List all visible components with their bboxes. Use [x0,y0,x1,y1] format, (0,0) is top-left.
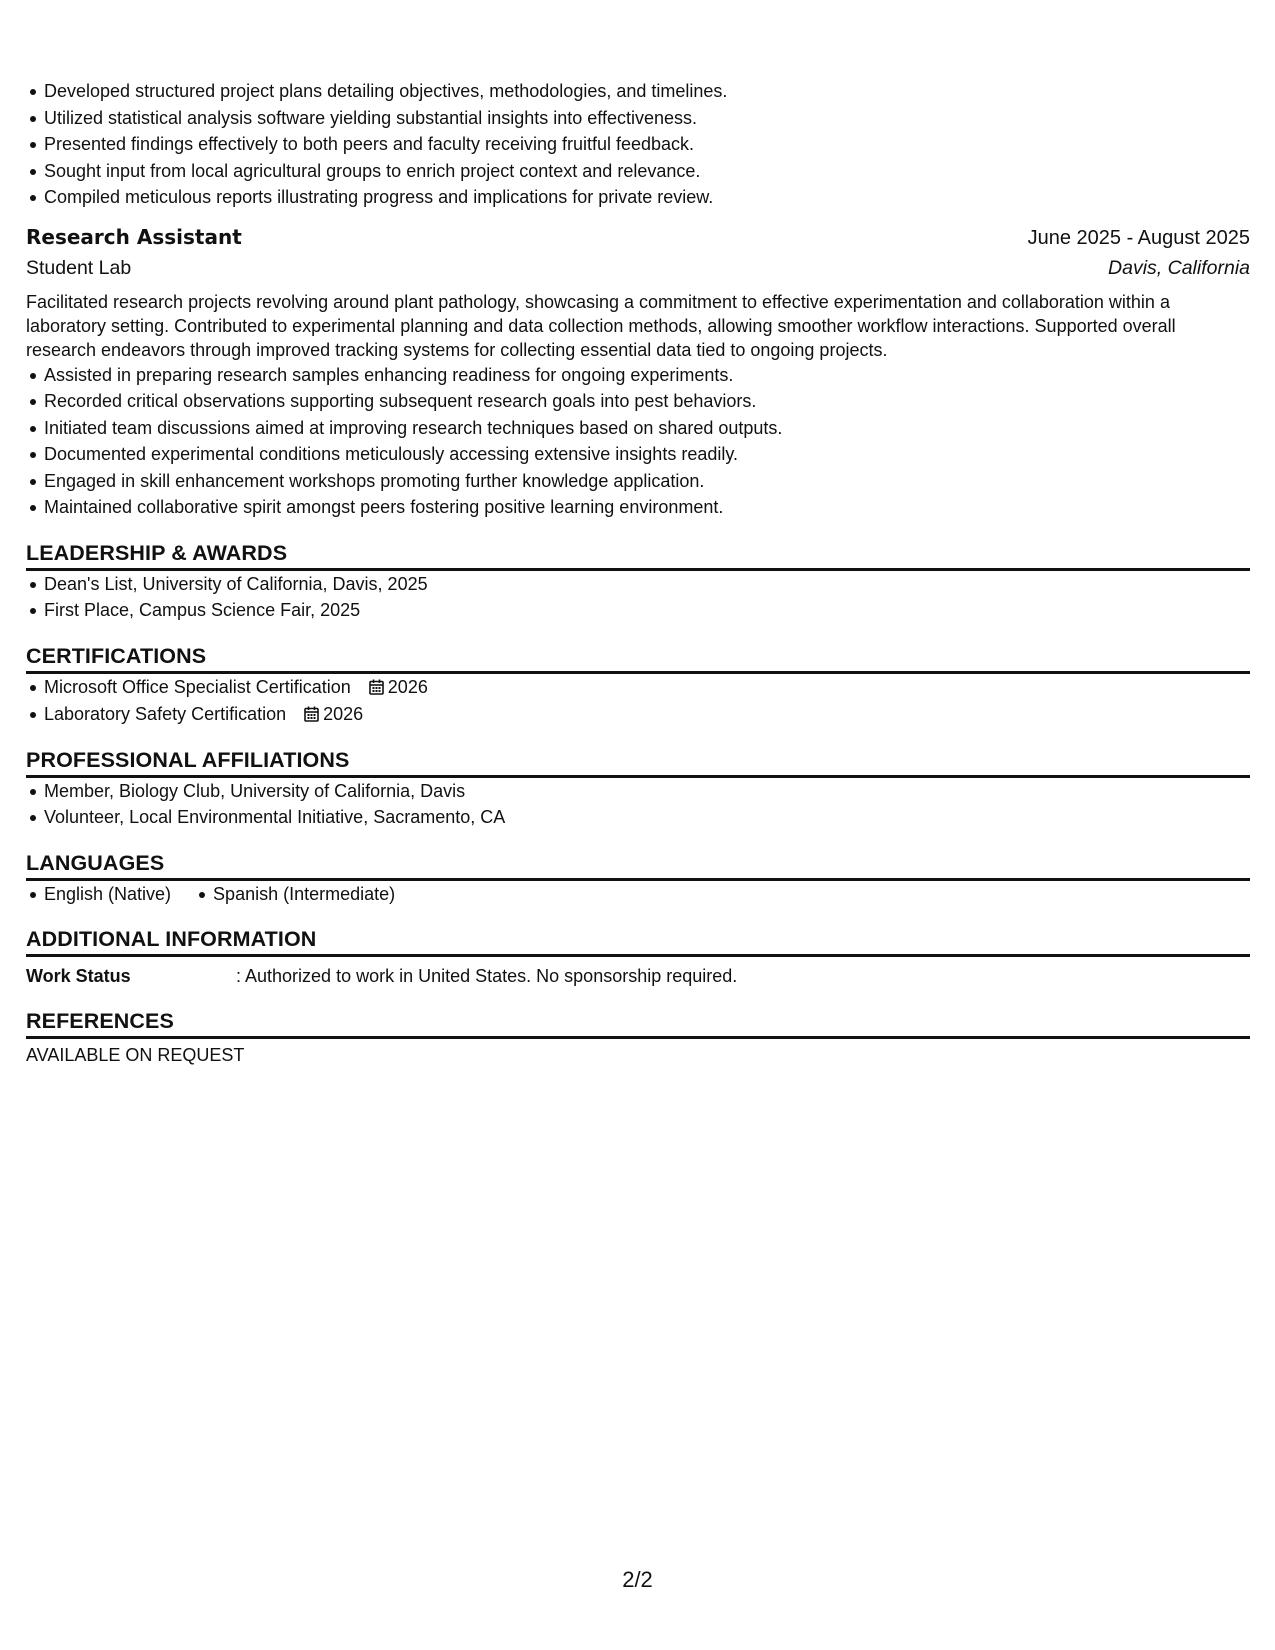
list-item: Recorded critical observations supporting subsequent research goals into pest behaviors. [26,388,1250,415]
work-status-value: : Authorized to work in United States. No sponsorship required. [236,966,738,986]
list-item: Initiated team discussions aimed at improving research techniques based on shared outputs. [26,415,1250,442]
list-item: Engaged in skill enhancement workshops promoting further knowledge application. [26,468,1250,495]
list-item: English (Native) [26,881,171,908]
section-title-leadership: LEADERSHIP & AWARDS [26,541,1250,571]
affiliations-list [26,778,1250,831]
job-title: Research Assistant [26,224,242,249]
certification-year: 2026 [323,703,364,724]
list-item [26,701,1250,728]
references-text: AVAILABLE ON REQUEST [26,1045,245,1065]
job-bullet-list [26,362,1250,521]
job-description: Facilitated research projects revolving around plant pathology, showcasing a commitment to effective experimentation and collaboration within a laboratory setting. Contributed to experimental planning and data collection methods, allowing smoother workflow interactions. Supported overall research endeavors through improved tracking systems for collecting essential data tied to ongoing projects. [26,291,1176,360]
job-subheader [26,257,1250,280]
section-title-affiliations: PROFESSIONAL AFFILIATIONS [26,748,1250,778]
list-item: Maintained collaborative spirit amongst peers fostering positive learning environment. [26,494,1250,521]
list-item: Member, Biology Club, University of California, Davis [26,778,1250,805]
list-item: Documented experimental conditions meticulously accessing extensive insights readily. [26,441,1250,468]
list-item: Compiled meticulous reports illustrating progress and implications for private review. [26,184,1250,211]
list-item: Developed structured project plans detailing objectives, methodologies, and timelines. [26,78,1250,105]
list-item: Utilized statistical analysis software yielding substantial insights into effectiveness. [26,105,1250,132]
certification-name: Laboratory Safety Certification [44,703,287,724]
job-dates: June 2025 - August 2025 [1027,226,1250,249]
list-item: Volunteer, Local Environmental Initiative, Sacramento, CA [26,804,1250,831]
section-title-languages: LANGUAGES [26,851,1250,881]
job-header [26,225,1250,250]
section-title-references: REFERENCES [26,1009,1250,1039]
list-item: Spanish (Intermediate) [195,881,395,908]
calendar-icon [369,679,384,695]
section-title-certifications: CERTIFICATIONS [26,644,1250,674]
section-title-additional: ADDITIONAL INFORMATION [26,927,1250,957]
list-item [26,674,1250,701]
list-item: First Place, Campus Science Fair, 2025 [26,597,1250,624]
work-status-label: Work Status [26,966,131,986]
resume-page [26,78,1250,1066]
certification-year: 2026 [387,676,428,697]
project-bullet-list [26,78,1250,211]
leadership-list [26,571,1250,624]
certifications-list [26,674,1250,728]
calendar-icon [304,706,319,722]
certification-name: Microsoft Office Specialist Certification [44,676,351,697]
list-item: Assisted in preparing research samples enhancing readiness for ongoing experiments. [26,362,1250,389]
languages-list [26,881,1250,908]
list-item: Dean's List, University of California, Davis, 2025 [26,571,1250,598]
job-location: Davis, California [1108,256,1250,279]
page-number: 2/2 [622,1567,653,1592]
work-status-row [26,963,1250,989]
list-item: Sought input from local agricultural groups to enrich project context and relevance. [26,158,1250,185]
job-company: Student Lab [26,256,132,279]
list-item: Presented findings effectively to both peers and faculty receiving fruitful feedback. [26,131,1250,158]
